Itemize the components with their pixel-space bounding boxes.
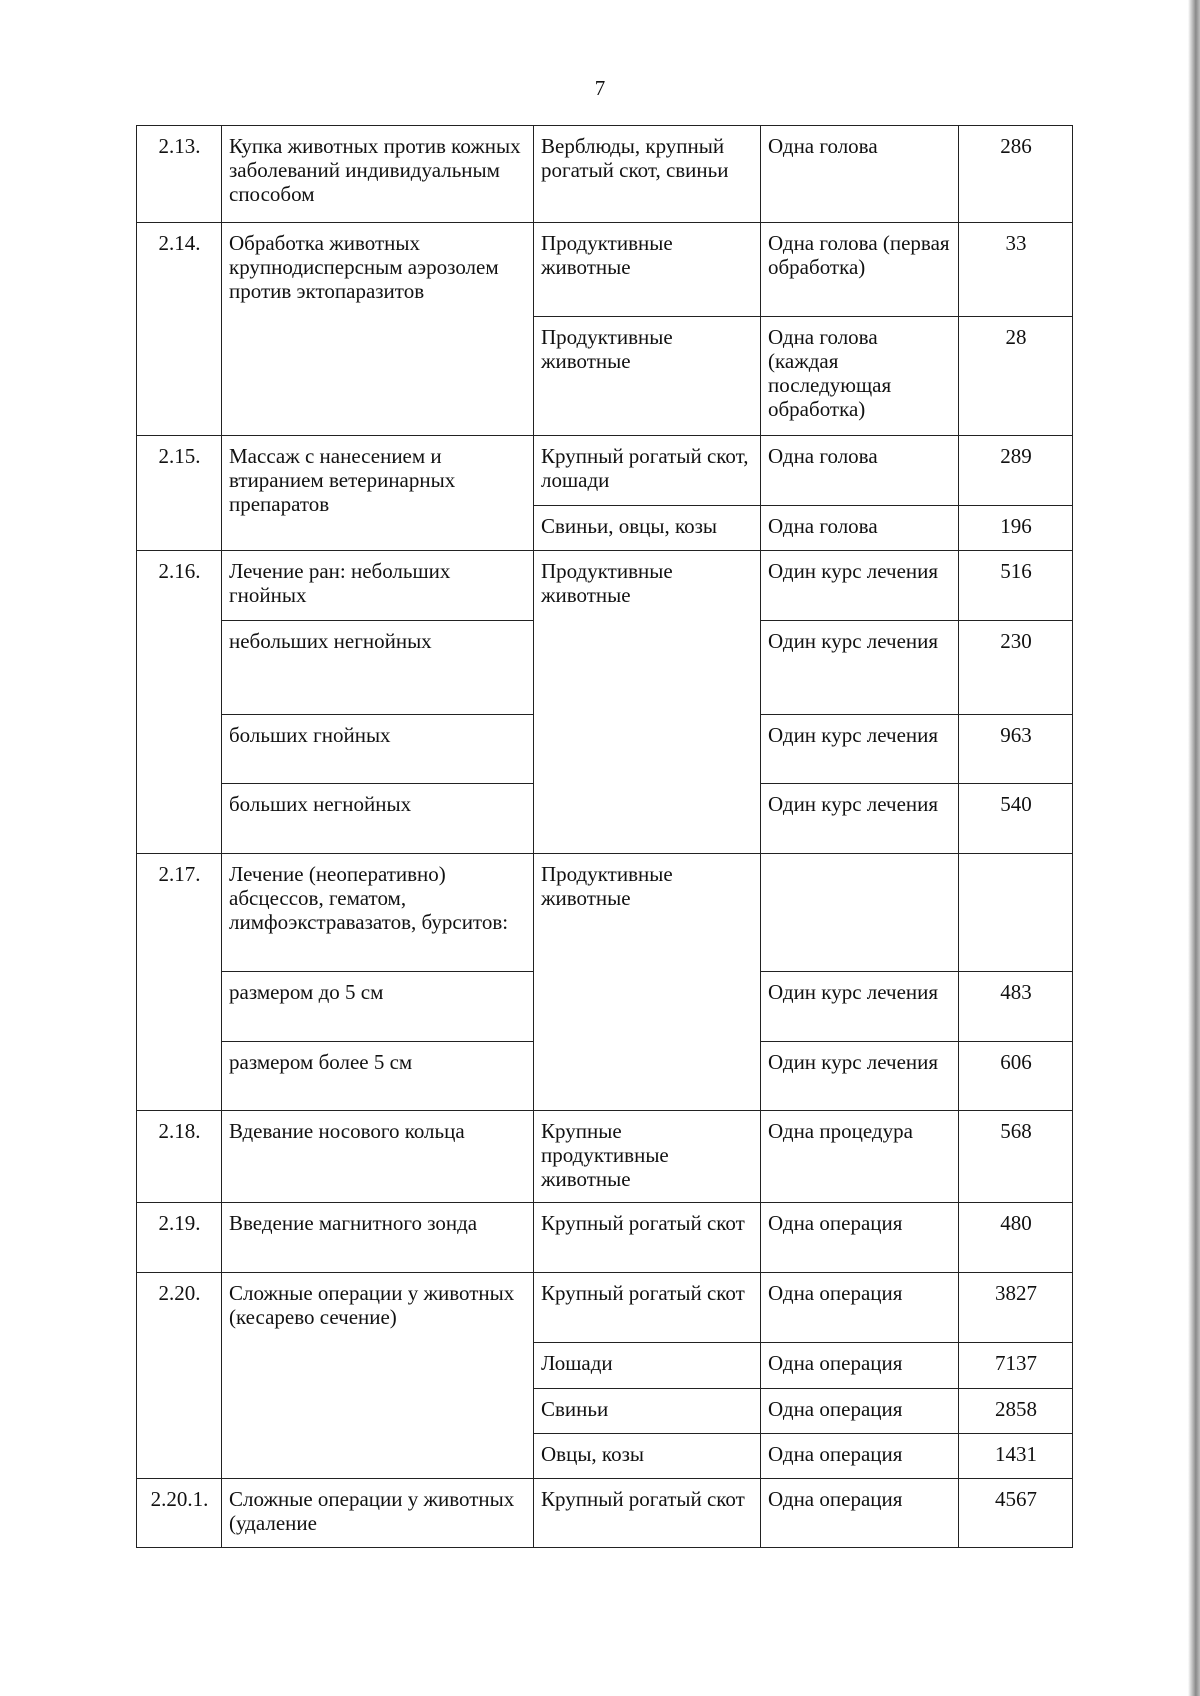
unit: Один курс лечения: [761, 551, 959, 621]
service-name: больших гнойных: [222, 715, 534, 784]
animal-type: Лошади: [534, 1343, 761, 1389]
price: 7137: [959, 1343, 1073, 1389]
animal-type: Овцы, козы: [534, 1434, 761, 1479]
price: 286: [959, 126, 1073, 223]
unit: Одна операция: [761, 1434, 959, 1479]
animal-type: Крупный рогатый скот: [534, 1203, 761, 1273]
unit: Одна процедура: [761, 1111, 959, 1203]
animal-type: Крупный рогатый скот: [534, 1273, 761, 1343]
price: 2858: [959, 1389, 1073, 1434]
service-name: небольших негнойных: [222, 621, 534, 715]
table-row: [137, 1203, 1073, 1273]
item-number: 2.20.1.: [137, 1479, 222, 1548]
price: 4567: [959, 1479, 1073, 1548]
price: 963: [959, 715, 1073, 784]
price-table: [136, 125, 1073, 1548]
animal-type: Свиньи, овцы, козы: [534, 506, 761, 551]
animal-type: Продуктивные животные: [534, 551, 761, 854]
unit: Одна операция: [761, 1389, 959, 1434]
item-number: 2.16.: [137, 551, 222, 854]
animal-type: Свиньи: [534, 1389, 761, 1434]
price: 606: [959, 1042, 1073, 1111]
unit: Одна операция: [761, 1343, 959, 1389]
unit: [761, 854, 959, 972]
service-name: Массаж с нанесением и втиранием ветеринарных препаратов: [222, 436, 534, 551]
animal-type: Продуктивные животные: [534, 854, 761, 1111]
animal-type: Крупные продуктивные животные: [534, 1111, 761, 1203]
price: 28: [959, 317, 1073, 436]
price: 33: [959, 223, 1073, 317]
service-name: Обработка животных крупнодисперсным аэрозолем против эктопаразитов: [222, 223, 534, 436]
animal-type: Продуктивные животные: [534, 223, 761, 317]
service-name: Сложные операции у животных (кесарево сечение): [222, 1273, 534, 1479]
price: 540: [959, 784, 1073, 854]
service-name: Сложные операции у животных (удаление: [222, 1479, 534, 1548]
service-name: больших негнойных: [222, 784, 534, 854]
unit: Один курс лечения: [761, 784, 959, 854]
unit: Одна операция: [761, 1273, 959, 1343]
price: 230: [959, 621, 1073, 715]
item-number: 2.14.: [137, 223, 222, 436]
unit: Одна операция: [761, 1479, 959, 1548]
animal-type: Продуктивные животные: [534, 317, 761, 436]
service-name: Введение магнитного зонда: [222, 1203, 534, 1273]
price: [959, 854, 1073, 972]
item-number: 2.15.: [137, 436, 222, 551]
table-row: [137, 1479, 1073, 1548]
item-number: 2.19.: [137, 1203, 222, 1273]
price: 480: [959, 1203, 1073, 1273]
table-row: [137, 223, 1073, 317]
unit: Один курс лечения: [761, 972, 959, 1042]
table-row: [137, 854, 1073, 972]
item-number: 2.18.: [137, 1111, 222, 1203]
unit: Одна голова (каждая последующая обработка): [761, 317, 959, 436]
item-number: 2.13.: [137, 126, 222, 223]
unit: Одна операция: [761, 1203, 959, 1273]
price: 196: [959, 506, 1073, 551]
price: 483: [959, 972, 1073, 1042]
unit: Одна голова: [761, 126, 959, 223]
unit: Одна голова: [761, 436, 959, 506]
table-row: [137, 436, 1073, 506]
table-row: [137, 1111, 1073, 1203]
scan-binding-edge: [1188, 0, 1200, 1696]
service-name: Лечение ран: небольших гнойных: [222, 551, 534, 621]
table-row: [137, 126, 1073, 223]
service-name: Вдевание носового кольца: [222, 1111, 534, 1203]
animal-type: Верблюды, крупный рогатый скот, свиньи: [534, 126, 761, 223]
table-row: [137, 1273, 1073, 1343]
table-row: [137, 551, 1073, 621]
animal-type: Крупный рогатый скот: [534, 1479, 761, 1548]
item-number: 2.17.: [137, 854, 222, 1111]
item-number: 2.20.: [137, 1273, 222, 1479]
service-name: Купка животных против кожных заболеваний индивидуальным способом: [222, 126, 534, 223]
unit: Один курс лечения: [761, 715, 959, 784]
service-name: Лечение (неоперативно) абсцессов, гематом, лимфоэкстравазатов, бурситов:: [222, 854, 534, 972]
unit: Одна голова (первая обработка): [761, 223, 959, 317]
price: 3827: [959, 1273, 1073, 1343]
unit: Один курс лечения: [761, 621, 959, 715]
price: 289: [959, 436, 1073, 506]
unit: Один курс лечения: [761, 1042, 959, 1111]
service-name: размером до 5 см: [222, 972, 534, 1042]
page-number: 7: [594, 76, 606, 100]
service-name: размером более 5 см: [222, 1042, 534, 1111]
unit: Одна голова: [761, 506, 959, 551]
price: 1431: [959, 1434, 1073, 1479]
price: 516: [959, 551, 1073, 621]
price: 568: [959, 1111, 1073, 1203]
animal-type: Крупный рогатый скот, лошади: [534, 436, 761, 506]
